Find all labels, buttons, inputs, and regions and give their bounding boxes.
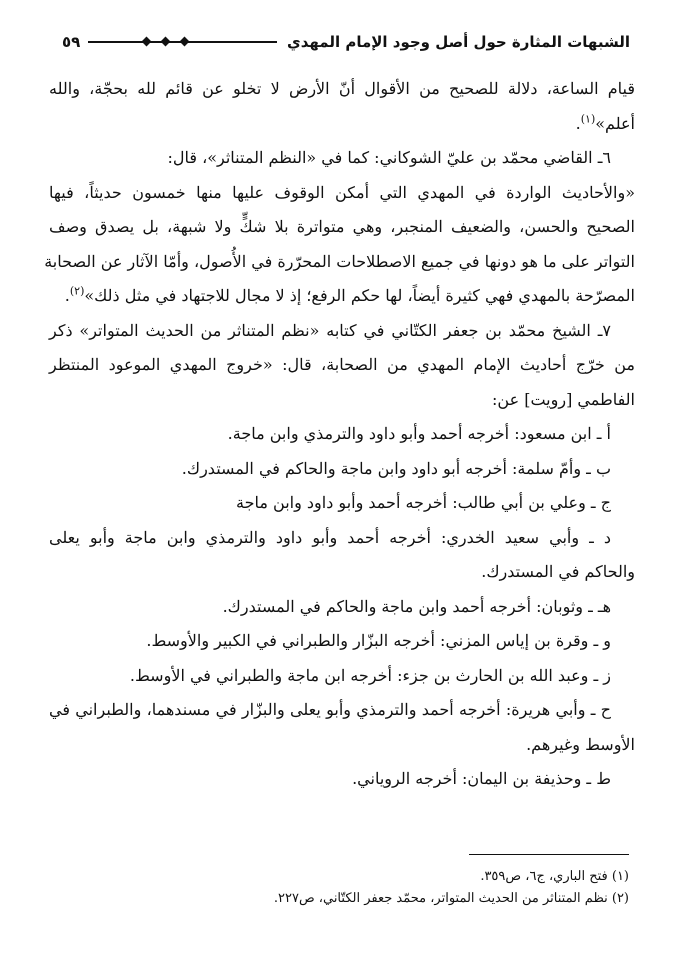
list-item: ط ـ وحذيفة بن اليمان: أخرجه الروياني. <box>352 769 611 788</box>
list-item: ب ـ وأمّ سلمة: أخرجه أبو داود وابن ماجة والحاكم في المستدرك. <box>181 458 611 478</box>
footnote-ref[interactable]: (١) <box>580 112 596 126</box>
text-line: «والأحاديث الواردة في المهدي التي أمكن الوقوف عليها منها خمسون حديثاً، فيها <box>49 182 635 202</box>
text-line: أعلم»$^{(١)}$. <box>575 112 635 133</box>
text-line: الصحيح والحسن، والضعيف المنجبر، وهي متواترة بلا شكٍّ ولا شبهة، بل يصدق وصف <box>49 217 635 236</box>
ornament-dots <box>143 38 188 45</box>
ornament-dot <box>161 37 171 47</box>
footnote-ref[interactable]: (٢) <box>69 284 85 298</box>
text-line: ٧ـ الشيخ محمّد بن جعفر الكتّاني في كتابه «نظم المتناثر من الحديث المتواتر» ذكر <box>49 320 611 340</box>
page-number: ٥٩ <box>62 33 81 51</box>
footnote-divider <box>469 854 629 855</box>
text-line: الأوسط وغيرهم. <box>526 734 635 754</box>
header-rule <box>88 41 277 43</box>
text-line: والحاكم في المستدرك. <box>481 562 635 581</box>
text-line: ٦ـ القاضي محمّد بن عليّ الشوكاني: كما في «النظم المتناثر»، قال: <box>167 148 611 167</box>
footnotes <box>69 866 629 910</box>
text-line: التواتر على ما هو دونها في جميع الاصطلاحات المحرّرة في الأُصول، وأمّا الآثار عن الصحابة <box>44 251 635 271</box>
text-line: الفاطمي [رويت] عن: <box>492 389 635 409</box>
text-line: المصرّحة بالمهدي فهي كثيرة أيضاً، لها حكم الرفع؛ إذ لا مجال للاجتهاد في مثل ذلك»$^{(٢)}$. <box>64 284 635 305</box>
list-item: ز ـ وعبد الله بن الحارث بن جزء: أخرجه ابن ماجة والطبراني في الأوسط. <box>129 665 611 685</box>
footnote: (٢) نظم المتناثر من الحديث المتواتر، محمّد جعفر الكتّاني، ص٢٢٧. <box>273 891 629 906</box>
ornament-dot <box>142 37 152 47</box>
running-title: الشبهات المثارة حول أصل وجود الإمام المهدي <box>286 33 630 51</box>
list-item: و ـ وقرة بن إياس المزني: أخرجه البزّار والطبراني في الكبير والأوسط. <box>146 631 611 650</box>
text-line: من خرّج أحاديث الإمام المهدي من الصحابة، قال: «خروج المهدي الموعود المنتظر <box>49 355 636 374</box>
page-header <box>62 28 630 56</box>
footnote: (١) فتح الباري، ج٦، ص٣٥٩. <box>480 869 629 884</box>
list-item: د ـ وأبي سعيد الخدري: أخرجه أحمد وأبو داود والترمذي وابن ماجة وأبو يعلى <box>49 527 611 547</box>
list-item: أ ـ ابن مسعود: أخرجه أحمد وأبو داود والترمذي وابن ماجة. <box>227 424 611 443</box>
body-text <box>44 72 636 797</box>
list-item: ج ـ وعلي بن أبي طالب: أخرجه أحمد وأبو داود وابن ماجة <box>236 493 611 512</box>
list-item: ح ـ وأبي هريرة: أخرجه أحمد والترمذي وأبو يعلى والبزّار في مسندهما، والطبراني في <box>49 700 611 719</box>
ornament-dot <box>180 37 190 47</box>
list-item: هـ ـ وثوبان: أخرجه أحمد وابن ماجة والحاكم في المستدرك. <box>222 596 611 616</box>
text-line: قيام الساعة، دلالة للصحيح من الأقوال أنّ الأرض لا تخلو عن قائم لله بحجّة، والله <box>49 79 635 98</box>
